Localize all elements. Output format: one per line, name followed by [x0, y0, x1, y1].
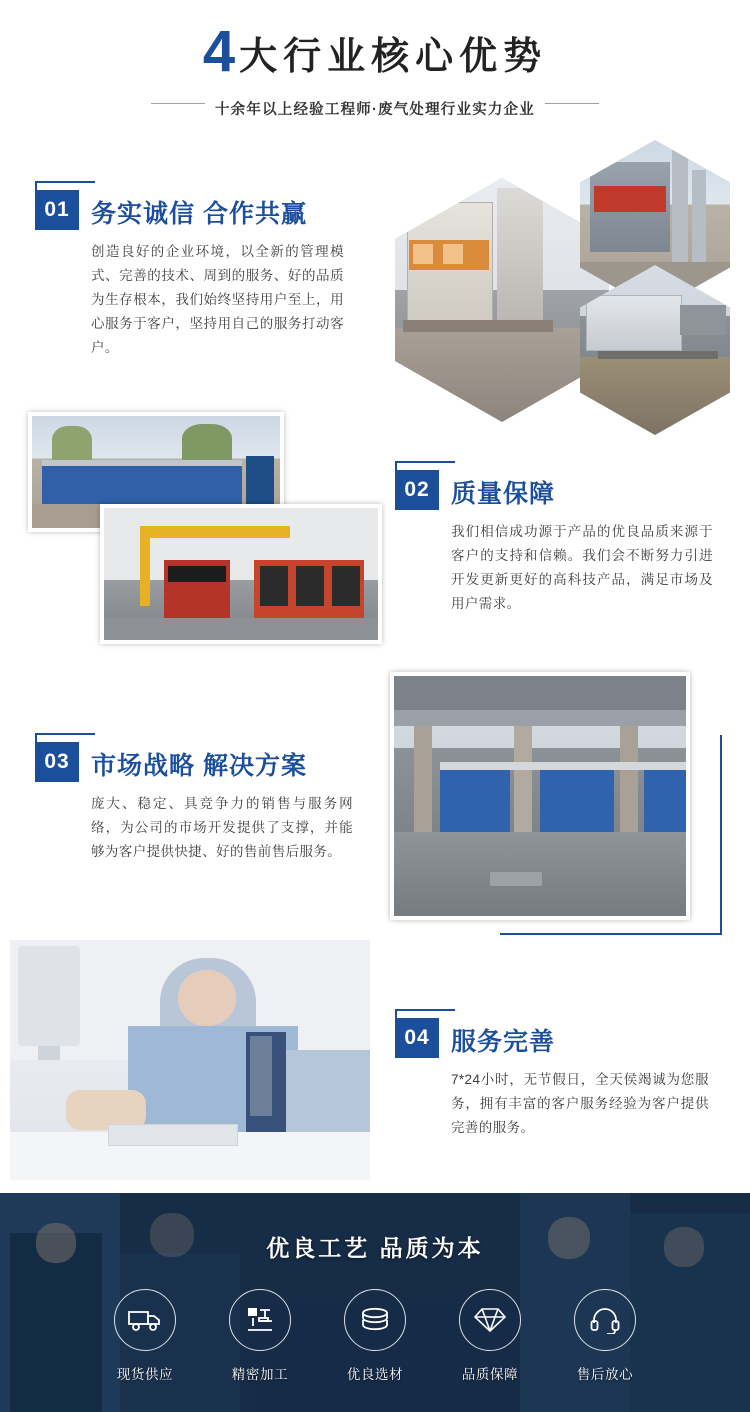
- section-02-number-badge: 02: [395, 470, 439, 510]
- truck-icon: [114, 1289, 176, 1351]
- page-subtitle: 十余年以上经验工程师·废气处理行业实力企业: [214, 102, 536, 118]
- divider-right: [545, 103, 599, 104]
- section-04-number-badge: 04: [395, 1018, 439, 1058]
- section-03-text: [35, 742, 355, 864]
- layers-icon: [344, 1289, 406, 1351]
- footer-feature-list: [0, 1289, 750, 1383]
- footer-item-0-label: 现货供应: [116, 1367, 174, 1382]
- footer-item-2: [329, 1289, 421, 1383]
- footer-item-2-label: 优良选材: [346, 1367, 404, 1382]
- section-01-body: 创造良好的企业环境，以全新的管理模式、完善的技术、周到的服务、好的品质为生存根本，我们始终坚持用户至上，用心服务于客户，坚持用自己的服务打动客户。: [91, 244, 344, 355]
- header-title-row: [202, 19, 548, 84]
- section-01-number-badge: 01: [35, 190, 79, 230]
- page-title-number: 4: [202, 19, 236, 84]
- section-04-body: 7*24小时，无节假日，全天侯竭诚为您服务，拥有丰富的客户服务经验为客户提供完善的服务。: [451, 1072, 709, 1135]
- page-header: [0, 0, 750, 118]
- purifier-furnace-photo: [100, 504, 382, 644]
- hex-photo-cluster: [395, 140, 735, 395]
- footer-item-1: [214, 1289, 306, 1383]
- footer-item-3: [444, 1289, 536, 1383]
- section-02-title: 质量保障: [451, 480, 556, 508]
- page-title: 大行业核心优势: [239, 36, 548, 78]
- footer-item-1-label: 精密加工: [231, 1367, 289, 1382]
- section-03-number-badge: 03: [35, 742, 79, 782]
- footer-item-0: [99, 1289, 191, 1383]
- workshop-photo: [390, 672, 690, 920]
- hex-photo-large: [395, 178, 609, 422]
- footer-title: 优良工艺 品质为本: [266, 1235, 484, 1261]
- section-02-body: 我们相信成功源于产品的优良品质来源于客户的支持和信赖。我们会不断努力引进开发更新更好的高科技产品，满足市场及用户需求。: [451, 524, 713, 611]
- section-01-text: [35, 190, 345, 360]
- header-subtitle-wrap: [151, 88, 599, 119]
- page-footer: [0, 1193, 750, 1412]
- divider-left: [151, 103, 205, 104]
- footer-item-4-label: 售后放心: [576, 1367, 634, 1382]
- customer-service-photo: [10, 940, 370, 1180]
- section-02-text: [395, 470, 715, 616]
- section-04-title: 服务完善: [451, 1028, 556, 1056]
- section-04-text: [395, 1018, 715, 1140]
- section-03-title: 市场战略 解决方案: [91, 752, 307, 780]
- section-03-body: 庞大、稳定、具竞争力的销售与服务网络，为公司的市场开发提供了支撑，并能够为客户提供快捷、好的售前售后服务。: [91, 796, 353, 859]
- footer-item-3-label: 品质保障: [461, 1367, 519, 1382]
- machine-icon: [229, 1289, 291, 1351]
- footer-item-4: [559, 1289, 651, 1383]
- diamond-icon: [459, 1289, 521, 1351]
- section-01-title: 务实诚信 合作共赢: [91, 200, 307, 228]
- headset-icon: [574, 1289, 636, 1351]
